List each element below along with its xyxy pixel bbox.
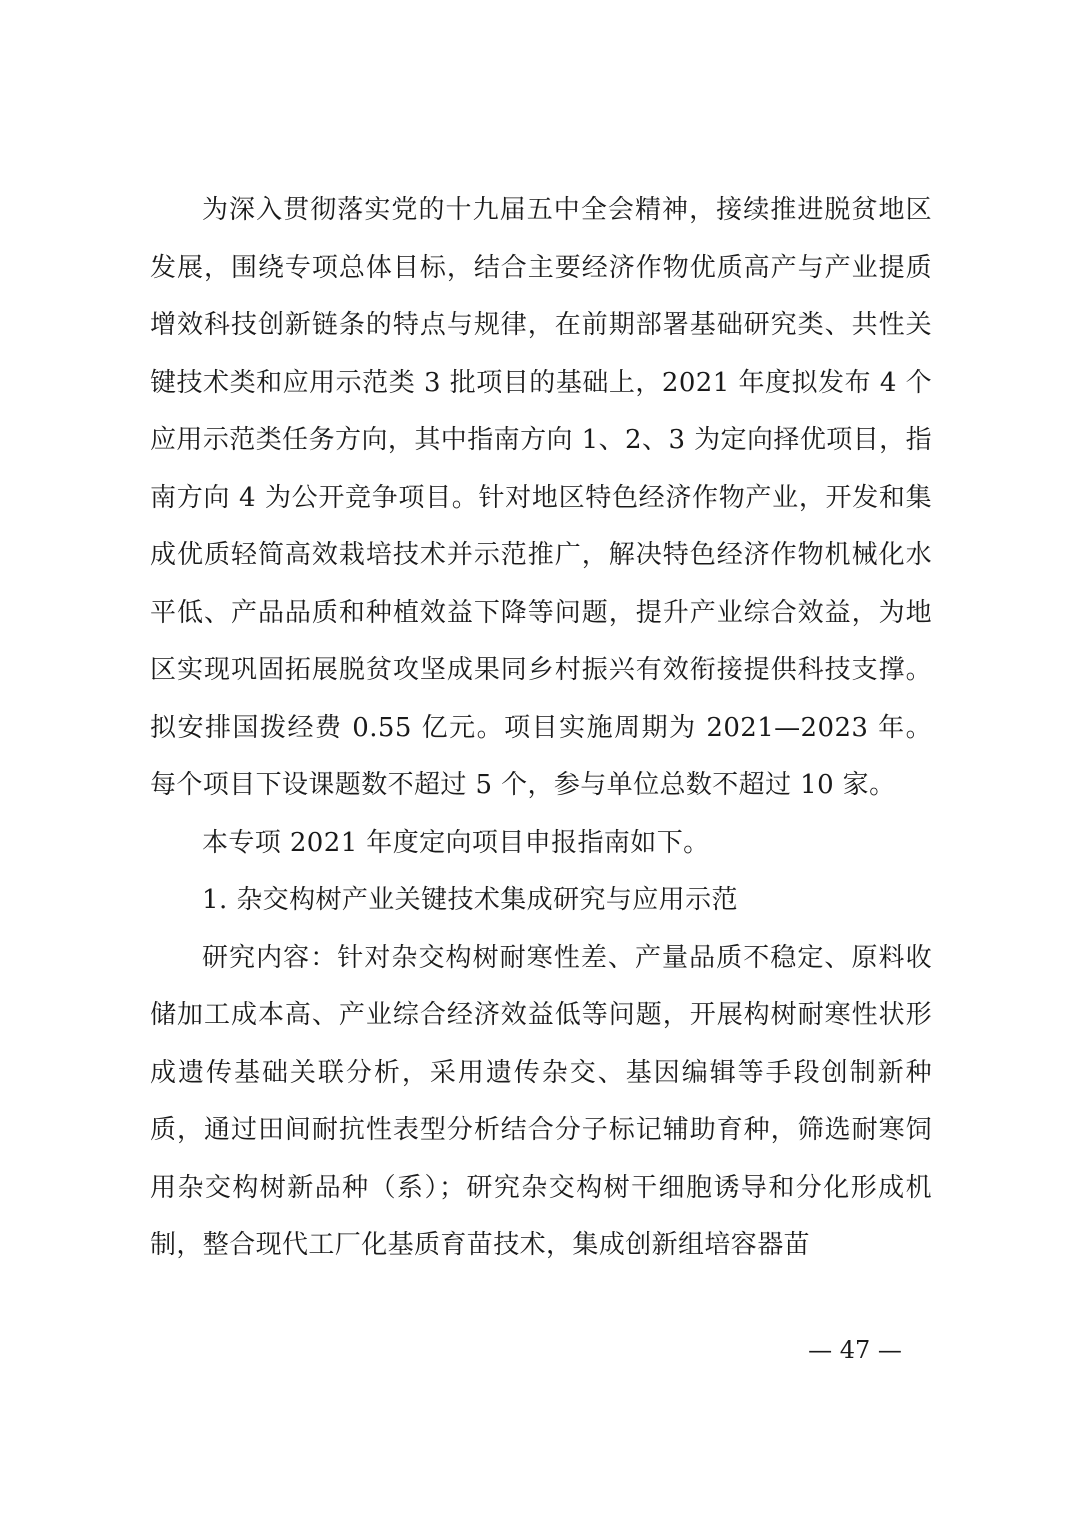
page-number: — 47 — [808,1336,902,1364]
paragraph-intro: 为深入贯彻落实党的十九届五中全会精神，接续推进脱贫地区发展，围绕专项总体目标，结合主要经济作物优质高产与产业提质增效科技创新链条的特点与规律，在前期部署基础研究类、共性关键技术类和应用示范类 3 批项目的基础上，2021 年度拟发布 4 个应用示范类任务方向，其中指南方向 1、2、3 为定向择优项目，指南方向 4 为公开竞争项目。针对地区特色经济作物产业，开发和集成优质轻简高效栽培技术并示范推广，解决特色经济作物机械化水平低、产品品质和种植效益下降等问题，提升产业综合效益，为地区实现巩固拓展脱贫攻坚成果同乡村振兴有效衔接提供科技支撑。拟安排国拨经费 0.55 亿元。项目实施周期为 2021—2023 年。每个项目下设课题数不超过 5 个，参与单位总数不超过 10 家。 [150,195,932,800]
body-text [150,182,932,1275]
paragraph-guide-intro: 本专项 2021 年度定向项目申报指南如下。 [202,827,710,858]
section-heading: 1. 杂交构树产业关键技术集成研究与应用示范 [202,885,738,915]
paragraph-research-content: 研究内容：针对杂交构树耐寒性差、产量品质不稳定、原料收储加工成本高、产业综合经济效益低等问题，开展构树耐寒性状形成遗传基础关联分析，采用遗传杂交、基因编辑等手段创制新种质，通过田间耐抗性表型分析结合分子标记辅助育种，筛选耐寒饲用杂交构树新品种（系）；研究杂交构树干细胞诱导和分化形成机制，整合现代工厂化基质育苗技术，集成创新组培容器苗 [150,942,932,1260]
